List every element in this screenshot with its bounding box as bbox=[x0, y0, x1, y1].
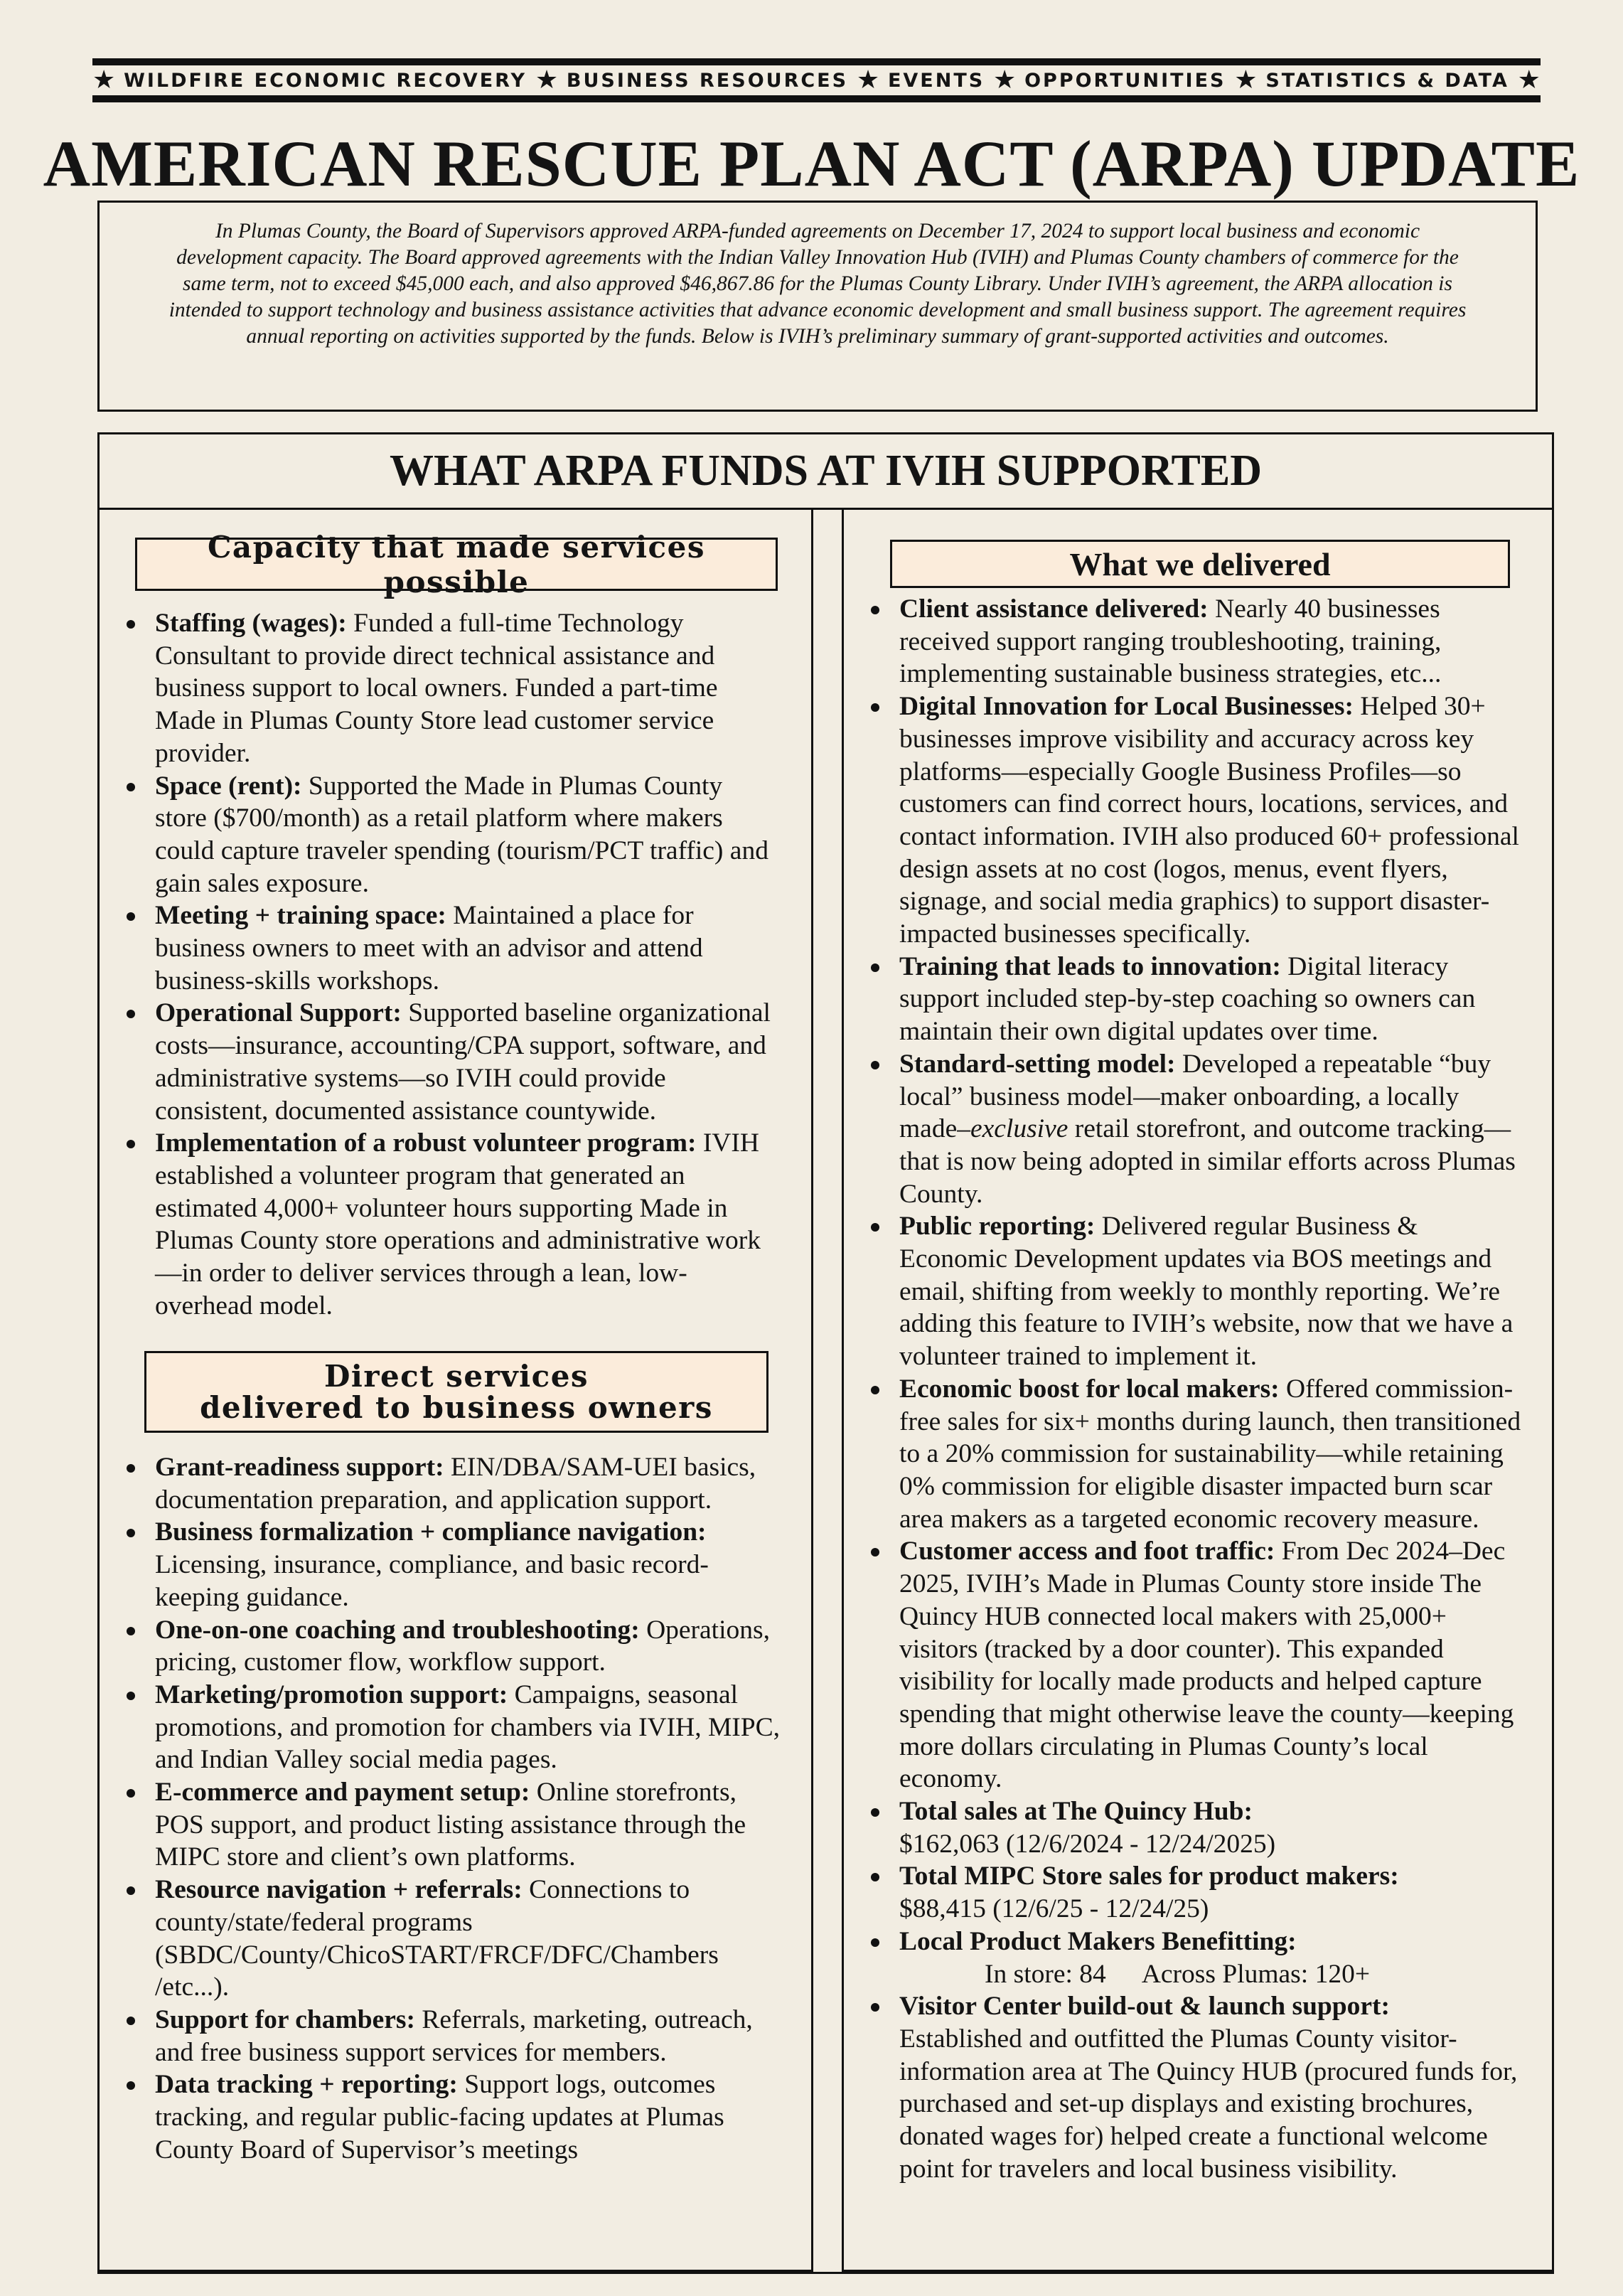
list-item: Support for chambers: Referrals, marketing, outreach, and free business support services for members. bbox=[155, 2004, 788, 2068]
what-we-delivered-heading: What we delivered bbox=[890, 540, 1510, 588]
capacity-list bbox=[100, 607, 781, 1322]
arpa-panel bbox=[97, 432, 1554, 2274]
panel-title: WHAT ARPA FUNDS AT IVIH SUPPORTED bbox=[100, 434, 1552, 510]
list-item: E-commerce and payment setup: Online storefronts, POS support, and product listing assistance through the MIPC store and client’s own platforms. bbox=[155, 1776, 788, 1874]
list-item: Resource navigation + referrals: Connections to county/state/federal programs (SBDC/County/ChicoSTART/FRCF/DFC/Chambers /etc...). bbox=[155, 1874, 788, 2004]
star-icon: ★ bbox=[1234, 65, 1258, 95]
list-item: Customer access and foot traffic: From Dec 2024–Dec 2025, IVIH’s Made in Plumas County store inside The Quincy HUB connected local makers with 25,000+ visitors (tracked by a door counter). This expanded visibility for locally made products and helped capture spending that might otherwise leave the county—keeping more dollars circulating in Plumas County’s local economy. bbox=[899, 1535, 1525, 1795]
list-item: Operational Support: Supported baseline organizational costs—insurance, accounting/CPA support, software, and administrative systems—so IVIH could provide consistent, documented assistance countywide. bbox=[155, 997, 781, 1127]
star-icon: ★ bbox=[993, 65, 1017, 95]
star-icon: ★ bbox=[1517, 65, 1541, 95]
nav-opportunities[interactable]: OPPORTUNITIES bbox=[1024, 69, 1226, 92]
direct-heading-line1: Direct services bbox=[323, 1358, 589, 1394]
star-icon: ★ bbox=[92, 65, 116, 95]
list-item: Data tracking + reporting: Support logs, outcomes tracking, and regular public-facing updates at Plumas County Board of Supervisor’s meetings bbox=[155, 2068, 788, 2166]
list-item: Staffing (wages): Funded a full-time Technology Consultant to provide direct technical assistance and business support to local owners. Funded a part-time Made in Plumas County Store lead customer service provider. bbox=[155, 607, 781, 770]
list-item: Marketing/promotion support: Campaigns, seasonal promotions, and promotion for chambers via IVIH, MIPC, and Indian Valley social media pages. bbox=[155, 1679, 788, 1776]
nav-wildfire-economic-recovery[interactable]: WILDFIRE ECONOMIC RECOVERY bbox=[124, 69, 527, 92]
direct-services-heading bbox=[144, 1351, 768, 1433]
list-item: One-on-one coaching and troubleshooting: Operations, pricing, customer flow, workflow support. bbox=[155, 1614, 788, 1679]
page-title: AMERICAN RESCUE PLAN ACT (ARPA) UPDATE bbox=[43, 127, 1580, 200]
makers-item: Local Product Makers Benefitting: In store: 84 Across Plumas: 120+ bbox=[899, 1926, 1525, 1990]
intro-box bbox=[97, 201, 1538, 412]
visitor-center-item: Visitor Center build-out & launch support: Established and outfitted the Plumas County visitor-information area at The Quincy HUB (procured funds for, purchased and set-up displays and existing brochures, donated wages for) helped create a functional welcome point for travelers and local business visibility. bbox=[899, 1990, 1525, 2185]
list-item: Standard-setting model: Developed a repeatable “buy local” business model—maker onboarding, a locally made–exclusive retail storefront, and outcome tracking—that is now being adopted in similar efforts across Plumas County. bbox=[899, 1048, 1525, 1211]
list-item: Economic boost for local makers: Offered commission-free sales for six+ months during launch, then transitioned to a 20% commission for sustainability—while retaining 0% commission for eligible disaster impacted burn scar area makers as a targeted economic recovery measure. bbox=[899, 1373, 1525, 1536]
direct-services-list bbox=[100, 1451, 788, 2166]
list-item: Client assistance delivered: Nearly 40 businesses received support ranging troubleshooting, training, implementing sustainable business strategies, etc... bbox=[899, 593, 1525, 690]
nav-events[interactable]: EVENTS bbox=[887, 69, 985, 92]
star-icon: ★ bbox=[856, 65, 880, 95]
list-item: Implementation of a robust volunteer program: IVIH established a volunteer program that generated an estimated 4,000+ volunteer hours supporting Made in Plumas County store operations and administrative work—in order to deliver services through a lean, low-overhead model. bbox=[155, 1127, 781, 1322]
direct-heading-line2: delivered to business owners bbox=[200, 1389, 713, 1425]
nav-business-resources[interactable]: BUSINESS RESOURCES bbox=[566, 69, 849, 92]
nav-statistics-data[interactable]: STATISTICS & DATA bbox=[1265, 69, 1509, 92]
mipc-sales-item: Total MIPC Store sales for product makers: $88,415 (12/6/25 - 12/24/25) bbox=[899, 1860, 1525, 1925]
intro-text: In Plumas County, the Board of Supervisors approved ARPA-funded agreements on December 17, 2024 to support local business and economic development capacity. The Board approved agreements with the Indian Valley Innovation Hub (IVIH) and Plumas County chambers of commerce for the same term, not to exceed $45,000 each, and also approved $46,867.86 for the Plumas County Library. Under IVIH’s agreement, the ARPA allocation is intended to support technology and business assistance activities that advance economic development and small business support. The agreement requires annual reporting on activities supported by the funds. Below is IVIH’s preliminary summary of grant-supported activities and outcomes. bbox=[168, 220, 1467, 348]
right-column bbox=[842, 509, 1554, 2272]
list-item: Digital Innovation for Local Businesses: Helped 30+ businesses improve visibility and accuracy across key platforms—especially Google Business Profiles—so customers can find correct hours, locations, services, and contact information. IVIH also produced 60+ professional design assets at no cost (logos, menus, event flyers, signage, and social media graphics) to support disaster-impacted businesses specifically. bbox=[899, 690, 1525, 951]
list-item: Public reporting: Delivered regular Business & Economic Development updates via BOS meetings and email, shifting from weekly to monthly reporting. We’re adding this feature to IVIH’s website, now that we have a volunteer trained to implement it. bbox=[899, 1210, 1525, 1373]
list-item: Business formalization + compliance navigation: Licensing, insurance, compliance, and basic record-keeping guidance. bbox=[155, 1516, 788, 1613]
capacity-heading: Capacity that made services possible bbox=[135, 538, 778, 591]
list-item: Training that leads to innovation: Digital literacy support included step-by-step coaching so owners can maintain their own digital updates over time. bbox=[899, 951, 1525, 1048]
delivered-list bbox=[844, 593, 1525, 2185]
list-item: Space (rent): Supported the Made in Plumas County store ($700/month) as a retail platform where makers could capture traveler spending (tourism/PCT traffic) and gain sales exposure. bbox=[155, 770, 781, 900]
star-icon: ★ bbox=[535, 65, 559, 95]
list-item: Meeting + training space: Maintained a place for business owners to meet with an advisor and attend business-skills workshops. bbox=[155, 899, 781, 997]
list-item: Grant-readiness support: EIN/DBA/SAM-UEI basics, documentation preparation, and application support. bbox=[155, 1451, 788, 1516]
left-column bbox=[100, 509, 813, 2272]
quincy-sales-item: Total sales at The Quincy Hub: $162,063 (12/6/2024 - 12/24/2025) bbox=[899, 1795, 1525, 1860]
top-nav-bar bbox=[92, 58, 1541, 102]
